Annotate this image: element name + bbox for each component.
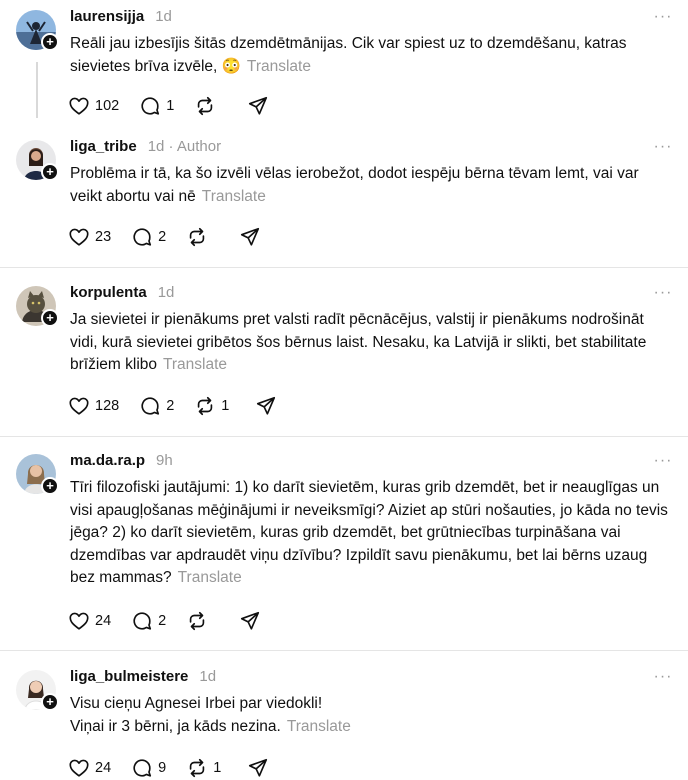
- translate-link[interactable]: Translate: [286, 717, 351, 735]
- post-item: [0, 444, 688, 650]
- translate-link[interactable]: Translate: [177, 569, 242, 586]
- repost-icon: [186, 610, 208, 632]
- comment-icon: [131, 610, 153, 632]
- post-actions: [68, 756, 269, 780]
- repost-button[interactable]: [186, 226, 213, 248]
- heart-icon: [68, 610, 90, 632]
- like-count: 24: [95, 613, 112, 629]
- heart-icon: [68, 395, 90, 417]
- reply-button[interactable]: [139, 95, 174, 117]
- translate-link[interactable]: Translate: [163, 356, 228, 373]
- comment-icon: [139, 395, 161, 417]
- like-count: 23: [95, 229, 112, 245]
- translate-link[interactable]: Translate: [201, 187, 266, 205]
- username[interactable]: ma.da.ra.p: [70, 452, 146, 469]
- heart-icon: [68, 757, 90, 779]
- timestamp[interactable]: 1d: [147, 138, 165, 155]
- reply-button[interactable]: [131, 757, 166, 779]
- like-button[interactable]: [68, 226, 111, 248]
- reply-count: 2: [166, 398, 175, 414]
- post-actions: [68, 225, 261, 249]
- timestamp[interactable]: 1d: [157, 284, 175, 301]
- post-divider: [0, 436, 688, 437]
- more-icon[interactable]: ···: [653, 8, 673, 25]
- post-actions: [68, 94, 269, 118]
- post-text: [70, 309, 670, 377]
- like-button[interactable]: [68, 757, 111, 779]
- post-text-line: Viņai ir 3 bērni, ja kāds nezina.: [70, 717, 281, 735]
- reply-count: 9: [158, 760, 167, 776]
- send-icon: [239, 226, 261, 248]
- timestamp[interactable]: 9h: [156, 452, 173, 469]
- like-button[interactable]: [68, 95, 119, 117]
- post-item: [0, 130, 688, 267]
- post-actions: [68, 609, 261, 633]
- send-icon: [255, 395, 277, 417]
- post-item: [0, 276, 688, 436]
- username[interactable]: korpulenta: [70, 284, 147, 301]
- reply-button[interactable]: [131, 610, 166, 632]
- repost-count: 1: [221, 398, 230, 414]
- reply-button[interactable]: [131, 226, 166, 248]
- repost-icon: [194, 95, 216, 117]
- share-button[interactable]: [247, 95, 269, 117]
- repost-button[interactable]: [194, 95, 221, 117]
- post-text-content: Reāli jau izbesījis šitās dzemdētmānijas. Cik var spiest uz to dzemdēšanu, katras sievietes brīva izvēle, 😳: [70, 35, 627, 75]
- more-icon[interactable]: ···: [653, 284, 673, 301]
- repost-count: 1: [213, 760, 222, 776]
- follow-plus-icon[interactable]: +: [41, 33, 59, 51]
- reply-count: 2: [158, 613, 167, 629]
- post-text: [70, 477, 670, 590]
- timestamp[interactable]: 1d: [199, 668, 217, 685]
- post-text: [70, 163, 670, 208]
- follow-plus-icon[interactable]: +: [41, 163, 59, 181]
- repost-button[interactable]: [194, 395, 229, 417]
- more-icon[interactable]: ···: [653, 138, 673, 155]
- follow-plus-icon[interactable]: +: [41, 309, 59, 327]
- post-text-content: Ja sievietei ir pienākums pret valsti radīt pēcnācējus, valstij ir pienākums nodrošināt vidi, kurā sievietei gribētos šos bērnus laist. Nesaku, ka Latvijā ir slikti, bet stabilitate brīžiem klibo: [70, 311, 647, 373]
- timestamp[interactable]: 1d: [155, 8, 172, 25]
- like-button[interactable]: [68, 395, 119, 417]
- post-actions: [68, 394, 277, 418]
- comment-icon: [131, 757, 153, 779]
- username[interactable]: laurensijja: [70, 8, 145, 25]
- post-item: [0, 0, 688, 130]
- repost-icon: [186, 757, 208, 779]
- post-divider: [0, 267, 688, 268]
- repost-button[interactable]: [186, 757, 221, 779]
- repost-icon: [186, 226, 208, 248]
- username[interactable]: liga_tribe: [70, 138, 137, 155]
- share-button[interactable]: [239, 226, 261, 248]
- post-text-content: Problēma ir tā, ka šo izvēli vēlas ierobežot, dodot iespēju bērna tēvam lemt, vai var veikt abortu vai nē: [70, 165, 639, 205]
- post-header: [70, 283, 174, 303]
- share-button[interactable]: [239, 610, 261, 632]
- share-button[interactable]: [247, 757, 269, 779]
- author-badge: · Author: [168, 138, 222, 155]
- like-count: 128: [95, 398, 120, 414]
- heart-icon: [68, 95, 90, 117]
- send-icon: [239, 610, 261, 632]
- follow-plus-icon[interactable]: +: [41, 693, 59, 711]
- more-icon[interactable]: ···: [653, 668, 673, 685]
- post-text: [70, 693, 670, 738]
- like-button[interactable]: [68, 610, 111, 632]
- reply-button[interactable]: [139, 395, 174, 417]
- reply-count: 1: [166, 98, 175, 114]
- post-text-content: Tīri filozofiski jautājumi: 1) ko darīt sievietēm, kuras grib dzemdēt, bet ir neauglīgas un visi apaugļošanas mēģinājumi ir neveiksmīgi? Aiziet ap stūri nošauties, jo kāda no tevis jēga? 2) ko darīt sievietēm, kuras grib dzemdēt, bet grūtniecības turpināšana vai dzemdības var apdraudēt viņu dzīvību? Izpildīt savu pienākumu, bet lai bērns uzaug bez mammas?: [70, 479, 668, 586]
- more-icon[interactable]: ···: [653, 452, 673, 469]
- post-divider: [0, 650, 688, 651]
- reply-count: 2: [158, 229, 167, 245]
- send-icon: [247, 95, 269, 117]
- repost-button[interactable]: [186, 610, 213, 632]
- like-count: 102: [95, 98, 120, 114]
- post-header: [70, 667, 216, 687]
- repost-icon: [194, 395, 216, 417]
- post-text: [70, 33, 670, 78]
- post-header: [70, 137, 221, 157]
- comment-icon: [131, 226, 153, 248]
- heart-icon: [68, 226, 90, 248]
- send-icon: [247, 757, 269, 779]
- translate-link[interactable]: Translate: [246, 57, 311, 75]
- follow-plus-icon[interactable]: +: [41, 477, 59, 495]
- comment-icon: [139, 95, 161, 117]
- username[interactable]: liga_bulmeistere: [70, 668, 189, 685]
- post-header: [70, 7, 172, 27]
- post-item: [0, 660, 688, 778]
- share-button[interactable]: [255, 395, 277, 417]
- post-header: [70, 451, 173, 471]
- post-text-line: Visu cieņu Agnesei Irbei par viedokli!: [70, 695, 323, 712]
- like-count: 24: [95, 760, 112, 776]
